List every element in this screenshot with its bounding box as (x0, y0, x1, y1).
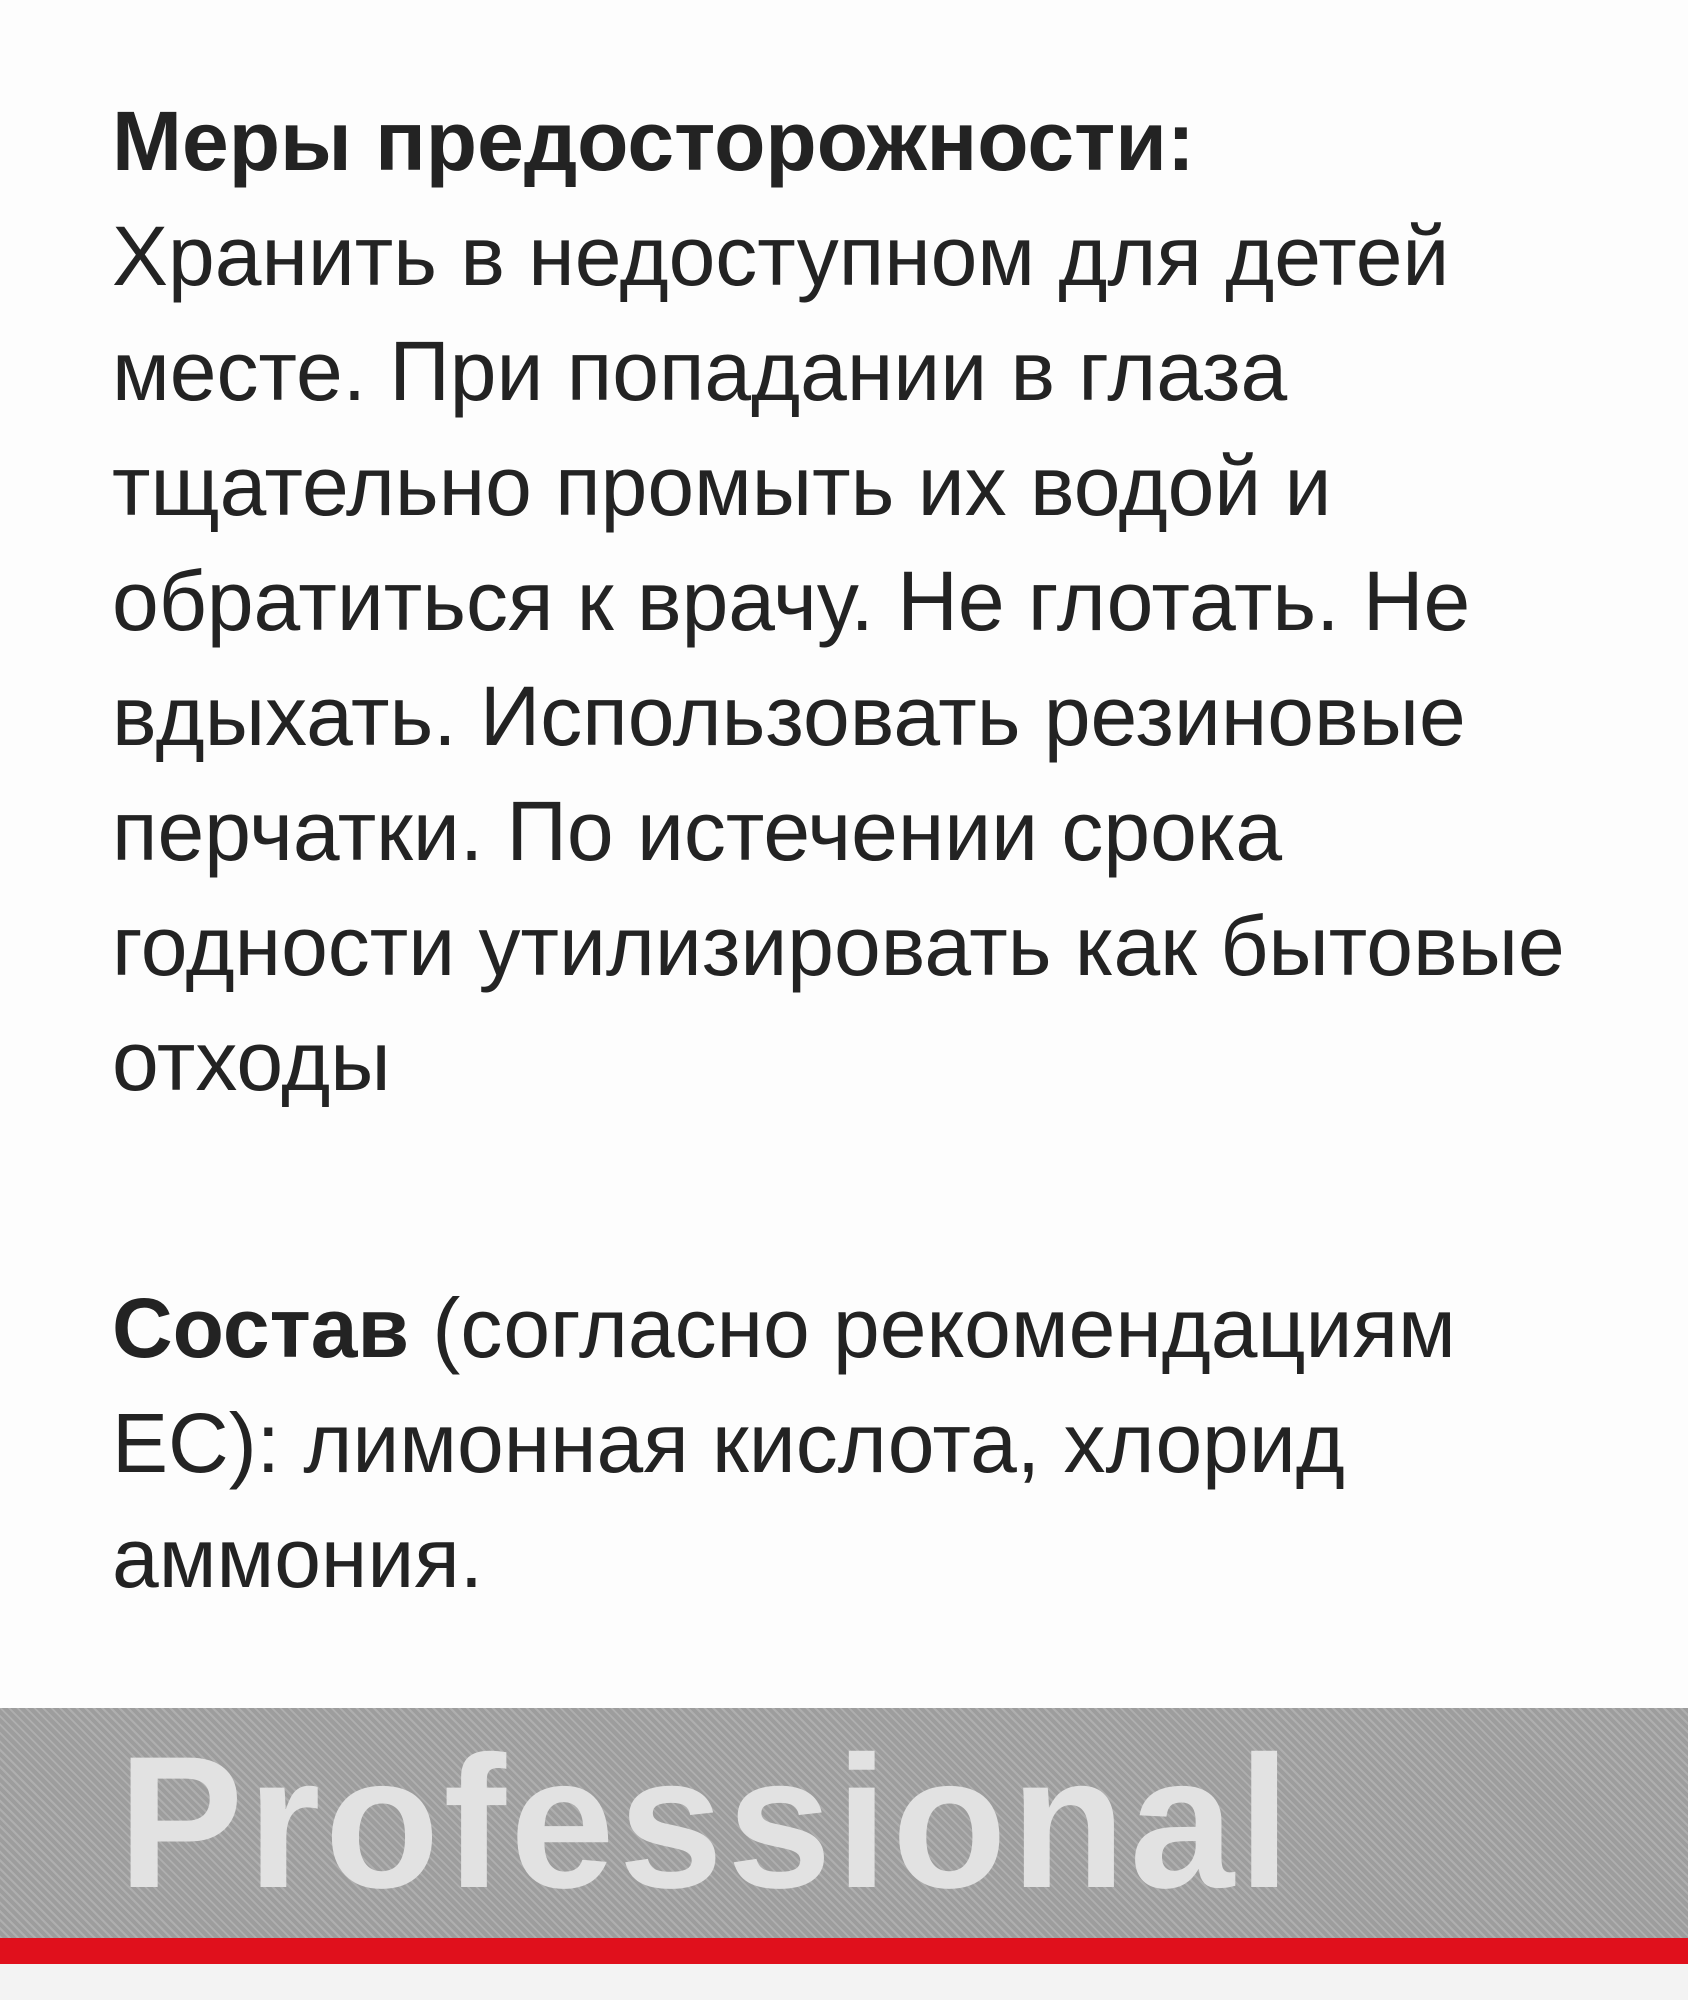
composition-heading: Состав (112, 1281, 410, 1375)
composition-body: (согласно рекомендациям ЕС): лимонная кислота, хлорид аммония. (112, 1281, 1456, 1605)
brand-band-text: Professional (118, 1717, 1295, 1927)
precautions-body: Хранить в недоступном для детей месте. При попадании в глаза тщательно промыть их водой и обратиться к врачу. Не глотать. Не вдыхать. Использовать резиновые перчатки. По истечении срока годности утилизировать как бытовые отходы (112, 209, 1565, 1108)
label-text (112, 84, 1632, 1616)
red-accent-stripe (0, 1938, 1688, 2000)
section-gap (112, 1119, 1632, 1271)
precautions-section (112, 84, 1632, 1119)
composition-section (112, 1271, 1632, 1616)
precautions-heading: Меры предосторожности: (112, 94, 1195, 188)
brand-band (0, 1708, 1688, 1938)
